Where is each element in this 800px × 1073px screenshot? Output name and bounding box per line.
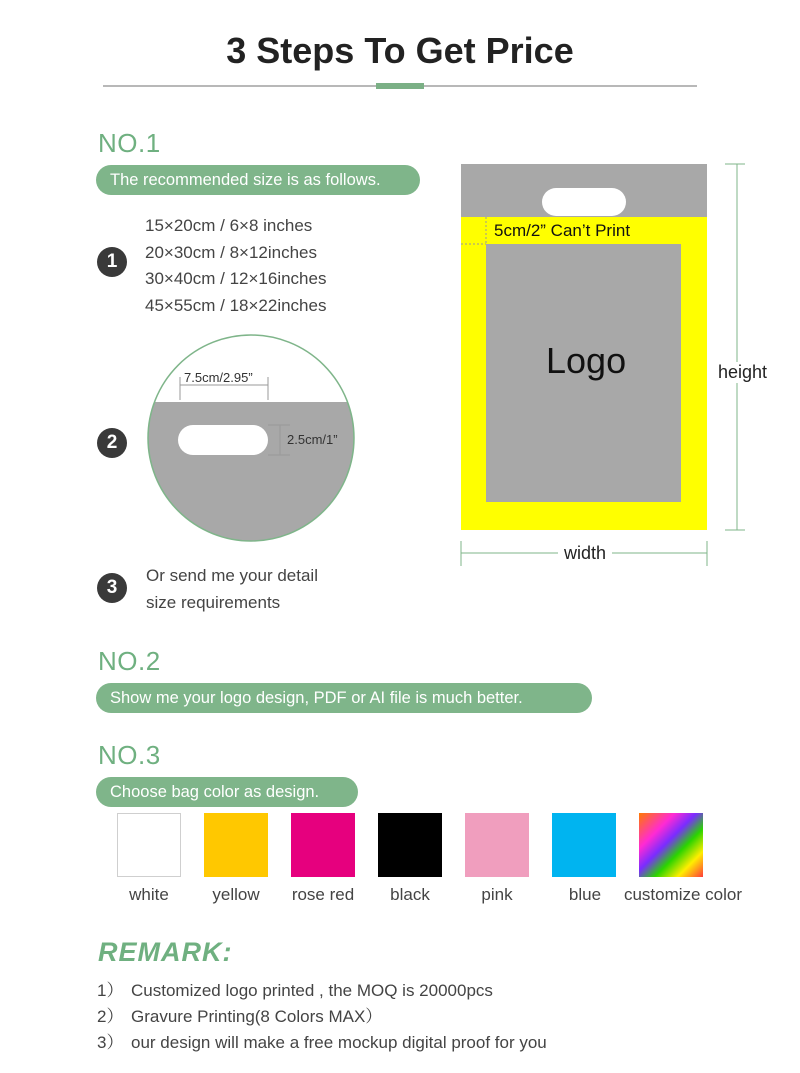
remark-text: Customized logo printed , the MOQ is 20000pcs [131,981,493,1000]
cant-print-label: 5cm/2” Can’t Print [494,221,631,240]
remark-number: 1） [97,981,124,1000]
step-3-line: size requirements [146,592,281,612]
step-2-badge: 2 [97,428,127,458]
remark-text: our design will make a free mockup digital proof for you [131,1033,547,1052]
handle-width-label: 7.5cm/2.95” [184,370,253,385]
color-label-blue: blue [568,885,602,904]
width-label: width [558,543,612,564]
section-heading-no1: NO.1 [98,128,161,158]
section-pill-no1: The recommended size is as follows. [96,165,420,195]
step-1-badge: 1 [97,247,127,277]
step-3-text [146,563,318,616]
remark-number: 3） [97,1033,124,1052]
size-item: 20×30cm / 8×12inches [145,242,318,262]
color-label-customize: customize color [623,885,743,904]
size-item: 45×55cm / 18×22inches [145,295,327,315]
size-list [145,213,326,319]
remark-item [97,976,493,1001]
step-3-badge: 3 [97,573,127,603]
color-swatch-black [378,813,442,877]
color-label-rose-red: rose red [291,885,355,904]
page-title: 3 Steps To Get Price [226,30,574,71]
height-label: height [718,362,768,382]
color-label-pink: pink [481,885,513,904]
size-item: 15×20cm / 6×8 inches [145,216,313,235]
title-divider-accent [376,83,424,89]
color-label-white: white [129,885,169,904]
logo-placeholder: Logo [546,340,627,381]
remark-text: Gravure Printing(8 Colors MAX） [131,1007,383,1026]
section-heading-no2: NO.2 [98,646,161,676]
size-item: 30×40cm / 12×16inches [145,269,327,288]
color-label-yellow: yellow [212,885,260,904]
color-swatch-customize [639,813,703,877]
color-swatch-yellow [204,813,268,877]
remark-number: 2） [97,1007,124,1026]
step-3-line: Or send me your detail [146,566,318,585]
remark-item [97,1002,382,1027]
handle-height-label: 2.5cm/1” [287,432,338,447]
color-swatch-white [117,813,181,877]
remark-item [97,1028,547,1053]
section-pill-no2: Show me your logo design, PDF or AI file is much better. [96,683,592,713]
section-pill-no3: Choose bag color as design. [96,777,358,807]
section-heading-no3: NO.3 [98,740,161,770]
color-swatch-blue [552,813,616,877]
color-swatch-pink [465,813,529,877]
color-label-black: black [390,885,430,904]
color-swatch-rose-red [291,813,355,877]
remark-heading: REMARK: [98,937,233,967]
